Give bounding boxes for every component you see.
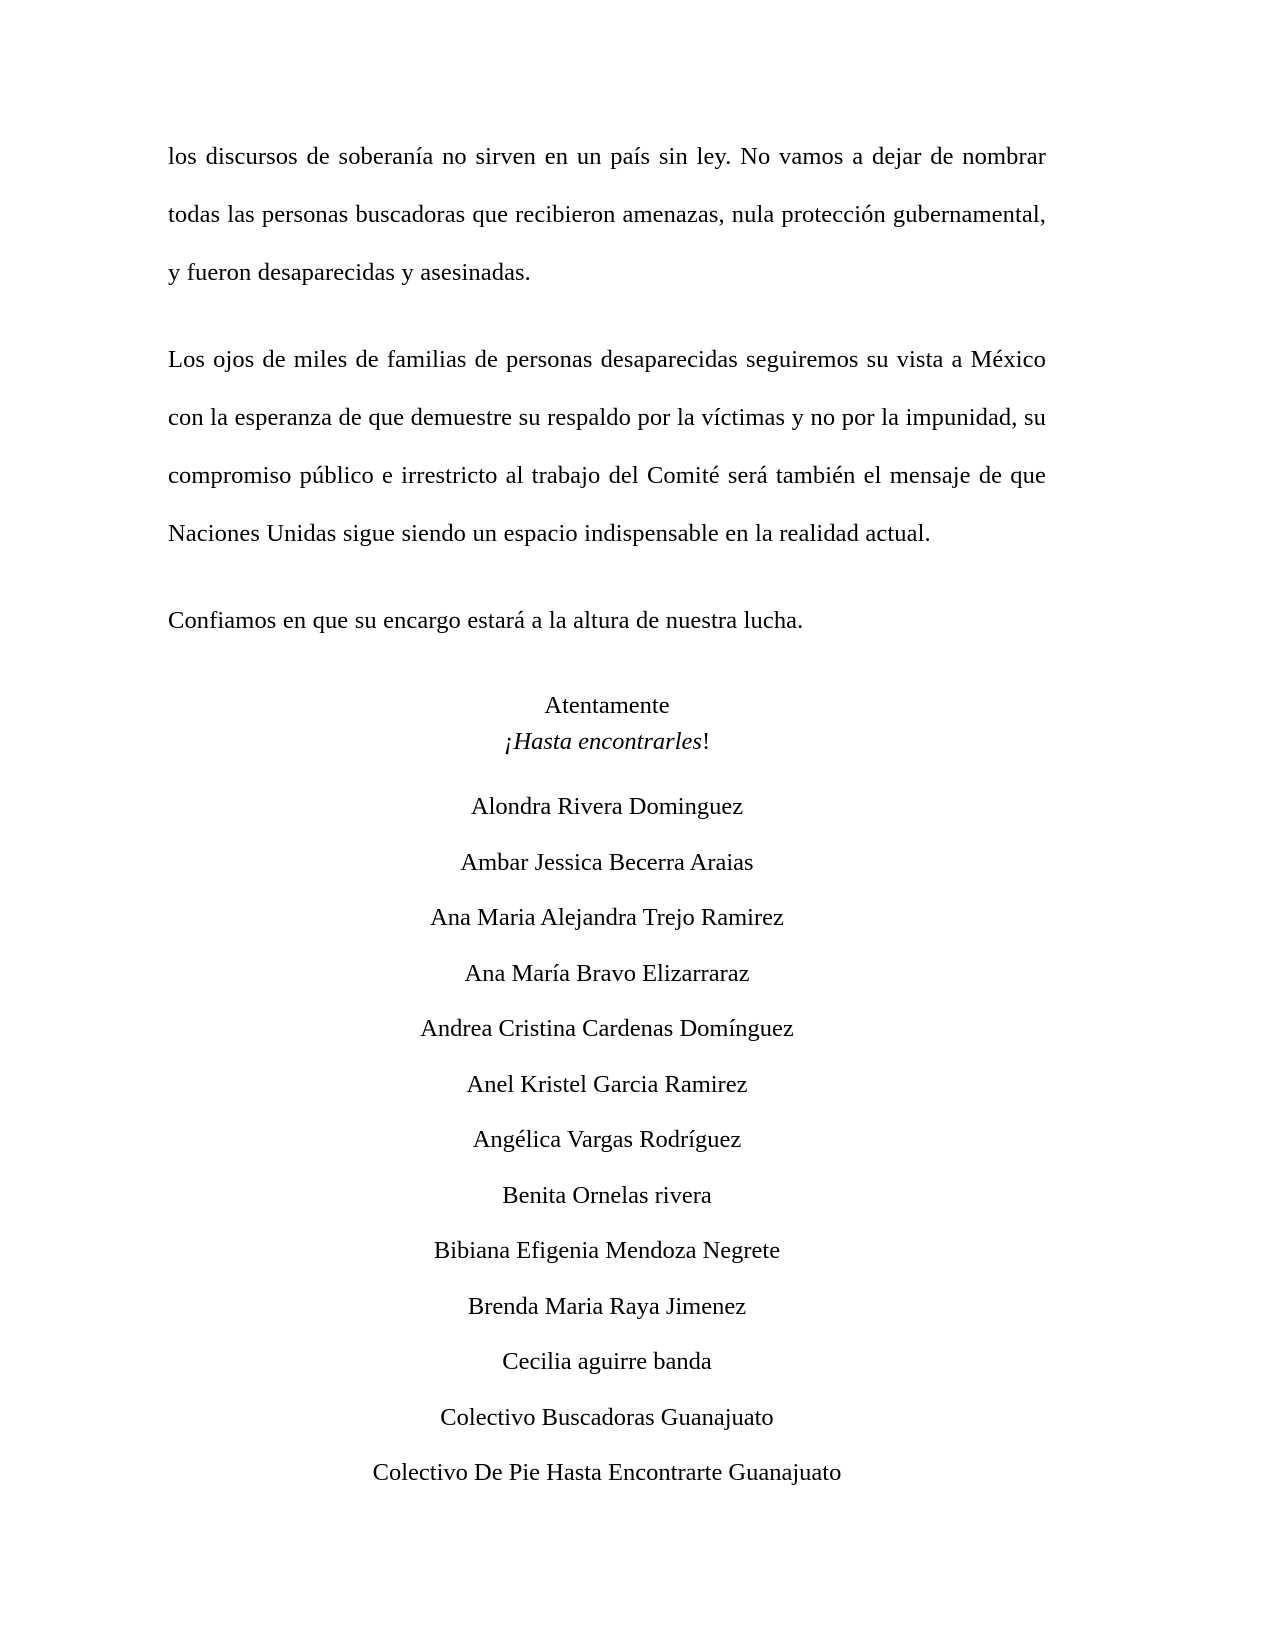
list-item: Cecilia aguirre banda [502, 1348, 712, 1375]
paragraph-2: Los ojos de miles de familias de personas desaparecidas seguiremos su vista a México con la esperanza de que demuestre su respaldo por la víctimas y no por la impunidad, su compromiso público e irrestricto al trabajo del Comité será también el mensaje de que Naciones Unidas sigue siendo un espacio indispensable en la realidad actual. [168, 346, 1046, 547]
paragraph-1: los discursos de soberanía no sirven en un país sin ley. No vamos a dejar de nombrar todas las personas buscadoras que recibieron amenazas, nula protección gubernamental, y fueron desaparecidas y asesinadas. [168, 143, 1046, 286]
list-item: Brenda Maria Raya Jimenez [467, 1292, 747, 1320]
list-item: Andrea Cristina Cardenas Domínguez [420, 1015, 794, 1042]
list-item: Colectivo Buscadoras Guanajuato [440, 1403, 774, 1431]
list-item: Benita Ornelas rivera [502, 1181, 712, 1209]
list-item: Ambar Jessica Becerra Araias [460, 848, 754, 876]
list-item: Alondra Rivera Dominguez [470, 793, 744, 820]
signatory-list [168, 779, 1046, 1501]
closing-block [168, 688, 1046, 760]
list-item: Colectivo De Pie Hasta Encontrarte Guanajuato [372, 1459, 842, 1486]
list-item: Angélica Vargas Rodríguez [472, 1126, 742, 1153]
list-item: Bibiana Efigenia Mendoza Negrete [433, 1237, 781, 1264]
list-item: Anel Kristel Garcia Ramirez [466, 1070, 748, 1098]
slogan-text: Hasta encontrarles [513, 728, 702, 755]
closing-slogan [168, 724, 1046, 760]
list-item: Ana María Bravo Elizarraraz [464, 959, 750, 987]
paragraph-3: Confiamos en que su encargo estará a la altura de nuestra lucha. [168, 607, 804, 634]
slogan-close-exclamation: ! [701, 728, 711, 755]
list-item: Ana Maria Alejandra Trejo Ramirez [430, 904, 784, 931]
closing-salutation: Atentamente [544, 692, 670, 719]
slogan-open-exclamation: ¡ [503, 728, 514, 755]
document-body [168, 128, 1046, 1517]
